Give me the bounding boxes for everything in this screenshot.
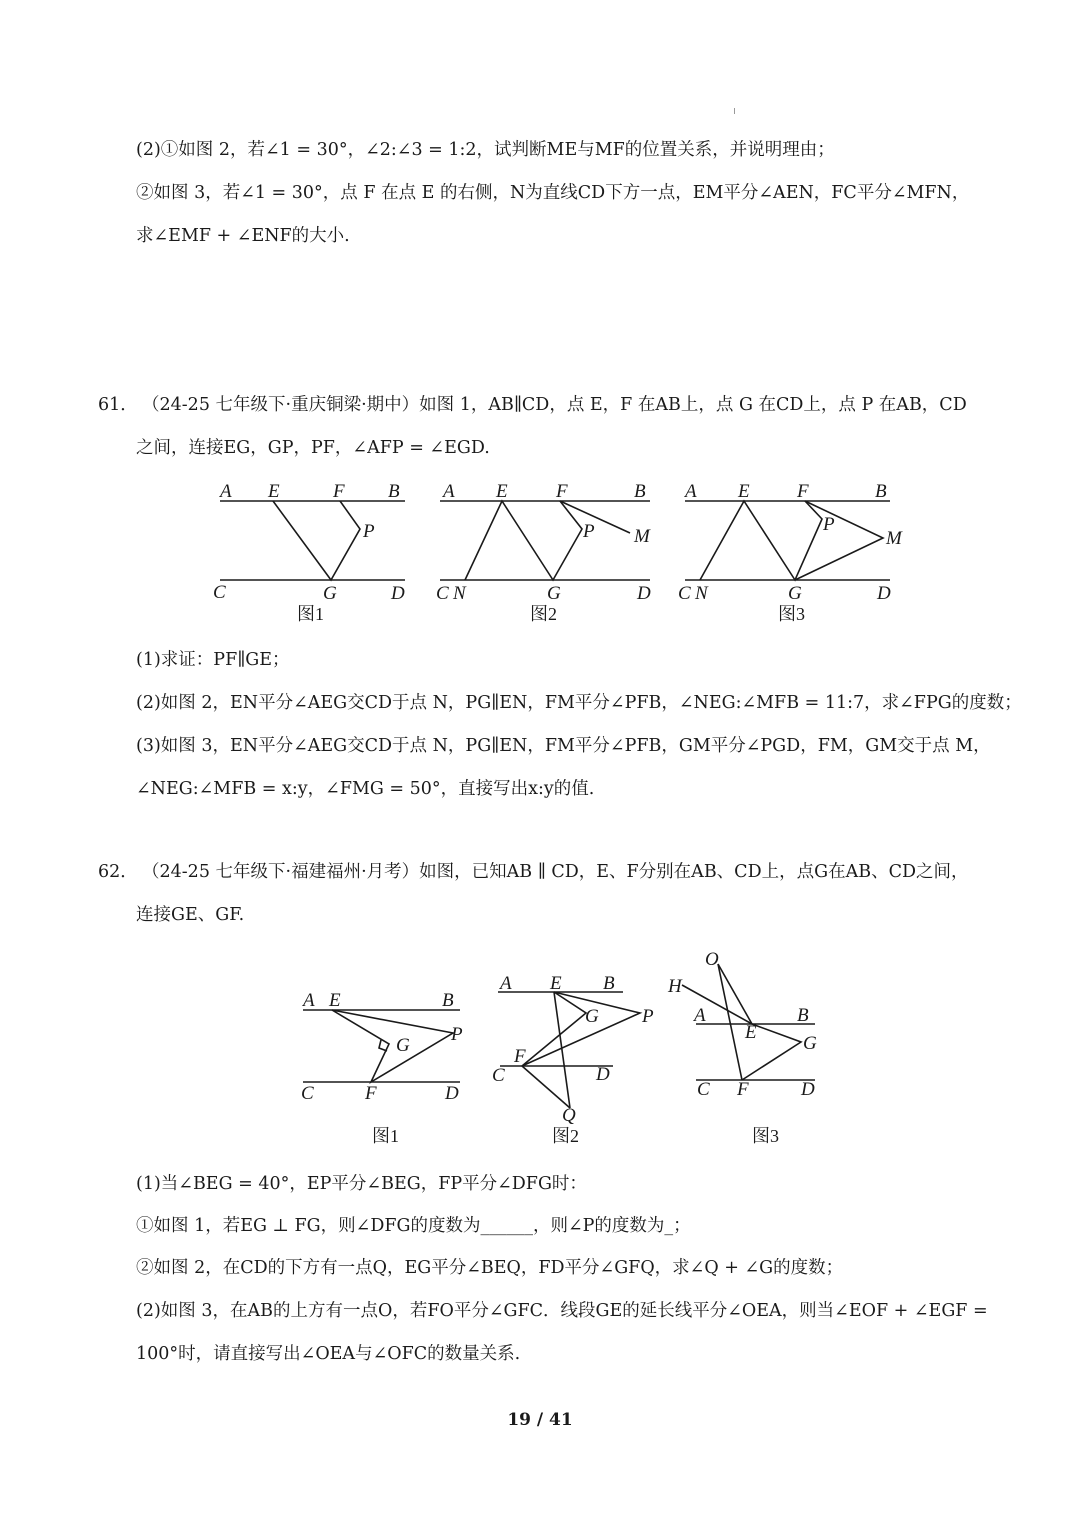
label-f: F — [333, 481, 345, 502]
problem-62-question-2-line-2: 100°时，请直接写出∠OEA与∠OFC的数量关系. — [136, 1344, 521, 1364]
caption-figure-2: 图2 — [530, 604, 557, 624]
problem-62-question-2-line-1: (2)如图 3，在AB的上方有一点O，若FO平分∠GFC．线段GE的延长线平分∠OEA，则当∠EOF + ∠EGF = — [136, 1301, 988, 1321]
label-g: G — [547, 583, 561, 604]
label-e: E — [745, 1022, 757, 1043]
segments-he-eg-gf — [682, 985, 801, 1080]
problem-62-statement-line-2: 连接GE、GF. — [136, 905, 245, 925]
problem-62-number: 62． — [98, 862, 138, 882]
label-b: B — [875, 481, 887, 502]
label-p: P — [642, 1006, 654, 1027]
label-a: A — [303, 990, 315, 1011]
label-c: C — [436, 583, 449, 604]
label-e: E — [738, 481, 750, 502]
segments-eg-gf-fp-pe — [332, 1010, 453, 1082]
caption-figure-1: 图1 — [372, 1126, 399, 1146]
label-a: A — [220, 481, 232, 502]
label-f: F — [365, 1083, 377, 1104]
label-c: C — [213, 582, 226, 603]
segment-of — [718, 964, 742, 1080]
label-h: H — [668, 976, 682, 997]
caption-figure-2: 图2 — [552, 1126, 579, 1146]
question-2-part-2-line-1: ②如图 3，若∠1 = 30°，点 F 在点 E 的右侧，N为直线CD下方一点，EM平分∠AEN，FC平分∠MFN， — [136, 183, 970, 203]
label-b: B — [797, 1005, 809, 1026]
label-b: B — [603, 973, 615, 994]
problem-61-question-2: (2)如图 2，EN平分∠AEG交CD于点 N，PG∥EN，FM平分∠PFB，∠NEG:∠MFB = 11:7，求∠FPG的度数； — [136, 693, 1022, 713]
label-m: M — [886, 528, 902, 549]
problem-62-figure-2 — [488, 965, 668, 1150]
label-a: A — [443, 481, 455, 502]
label-a: A — [685, 481, 697, 502]
label-d: D — [445, 1083, 459, 1104]
caption-figure-1: 图1 — [297, 604, 324, 624]
label-g: G — [323, 583, 337, 604]
problem-61-figure-1 — [205, 476, 425, 626]
label-q: Q — [562, 1105, 576, 1126]
label-d: D — [877, 583, 891, 604]
problem-62-statement-line-1: （24-25 七年级下·福建福州·月考）如图，已知AB ∥ CD，E、F分别在AB、CD上，点G在AB、CD之间， — [142, 862, 969, 882]
scan-tick-mark — [734, 108, 735, 114]
label-n: N — [695, 583, 708, 604]
label-p: P — [451, 1024, 463, 1045]
label-g: G — [585, 1006, 599, 1027]
label-c: C — [678, 583, 691, 604]
label-e: E — [329, 990, 341, 1011]
label-a: A — [500, 973, 512, 994]
label-f: F — [797, 481, 809, 502]
label-g: G — [803, 1033, 817, 1054]
caption-figure-3: 图3 — [778, 604, 805, 624]
label-e: E — [268, 481, 280, 502]
label-d: D — [801, 1079, 815, 1100]
question-2-part-2-line-2: 求∠EMF + ∠ENF的大小. — [136, 226, 350, 246]
label-m: M — [634, 526, 650, 547]
segments-ne-eg-gp-pf — [465, 501, 582, 580]
problem-61-question-3-line-1: (3)如图 3，EN平分∠AEG交CD于点 N，PG∥EN，FM平分∠PFB，GM平分∠PGD，FM，GM交于点 M， — [136, 736, 991, 756]
label-d: D — [596, 1064, 610, 1085]
segments-fm-mg — [795, 501, 883, 580]
problem-62-figure-1 — [295, 985, 475, 1150]
label-d: D — [637, 583, 651, 604]
segment-fq — [522, 1066, 570, 1108]
problem-62-question-1: (1)当∠BEG = 40°，EP平分∠BEG，FP平分∠DFG时： — [136, 1174, 587, 1194]
label-g: G — [788, 583, 802, 604]
label-p: P — [823, 514, 835, 535]
label-e: E — [550, 973, 562, 994]
segments-eg-gp-pf — [273, 501, 360, 580]
label-d: D — [391, 583, 405, 604]
label-c: C — [697, 1079, 710, 1100]
problem-61-statement-line-1: （24-25 七年级下·重庆铜梁·期中）如图 1，AB∥CD，点 E，F 在AB上，点 G 在CD上，点 P 在AB，CD — [142, 395, 967, 415]
problem-62-figure-3 — [663, 945, 843, 1150]
segments-eg-gf-fp-pe — [522, 992, 640, 1066]
label-c: C — [492, 1065, 505, 1086]
label-f: F — [514, 1046, 526, 1067]
problem-62-question-1-part-b: ②如图 2，在CD的下方有一点Q，EG平分∠BEQ，FD平分∠GFQ，求∠Q + ∠G的度数； — [136, 1258, 844, 1278]
label-b: B — [388, 481, 400, 502]
label-g: G — [396, 1035, 410, 1056]
label-p: P — [363, 521, 375, 542]
label-p: P — [583, 521, 595, 542]
segment-fm — [560, 501, 630, 533]
problem-62-question-1-part-a: ①如图 1，若EG ⊥ FG，则∠DFG的度数为______，则∠P的度数为_； — [136, 1216, 691, 1236]
label-n: N — [453, 583, 466, 604]
caption-figure-3: 图3 — [752, 1126, 779, 1146]
page-number: 19 / 41 — [507, 1410, 573, 1430]
problem-61-figure-3 — [675, 476, 915, 626]
label-o: O — [705, 949, 719, 970]
label-e: E — [496, 481, 508, 502]
problem-61-figure-2 — [430, 476, 670, 626]
label-b: B — [634, 481, 646, 502]
problem-61-question-1: (1)求证：PF∥GE； — [136, 650, 290, 670]
question-2-part-1: (2)①如图 2，若∠1 = 30°，∠2:∠3 = 1:2，试判断ME与MF的位置关系，并说明理由； — [136, 140, 835, 160]
label-f: F — [556, 481, 568, 502]
label-c: C — [301, 1083, 314, 1104]
problem-61-statement-line-2: 之间，连接EG，GP，PF，∠AFP = ∠EGD. — [136, 438, 490, 458]
problem-61-question-3-line-2: ∠NEG:∠MFB = x:y，∠FMG = 50°，直接写出x:y的值. — [136, 779, 595, 799]
label-b: B — [442, 990, 454, 1011]
segments-ne-eg-gp-pf — [700, 501, 822, 580]
label-a: A — [694, 1005, 706, 1026]
problem-61-number: 61． — [98, 395, 138, 415]
label-f: F — [737, 1079, 749, 1100]
